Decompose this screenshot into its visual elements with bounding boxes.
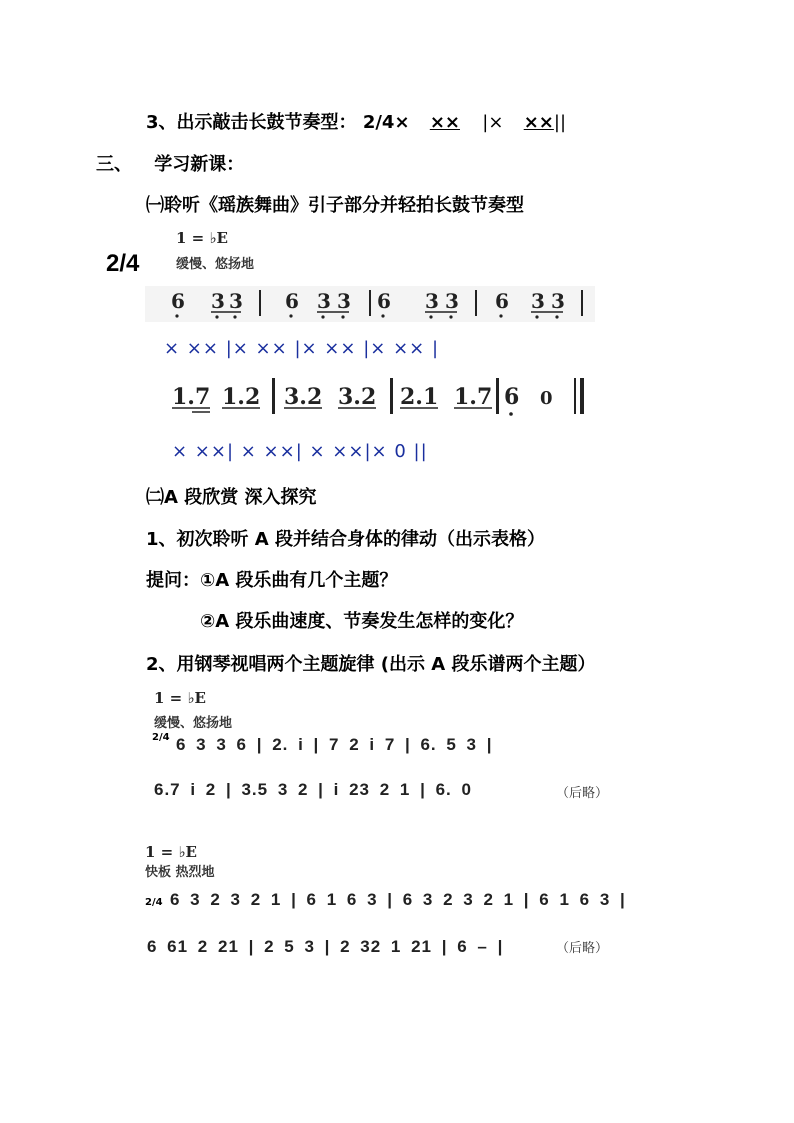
svg-text:3.2: 3.2 (284, 384, 323, 410)
theme2-tempo: 快板 热烈地 (145, 865, 215, 880)
svg-text:0: 0 (540, 388, 553, 409)
sub2-heading: ㈡A 段欣赏 深入探究 (146, 487, 317, 508)
theme2-row1: 6 3 2 3 2 1 | 6 1 6 3 | 6 3 2 3 2 1 | 6 1 6 3 | (170, 890, 626, 909)
theme1-row1: 6 3 3 6 | 2. i | 7 2 i 7 | 6. 5 3 | (176, 735, 493, 754)
theme1-meter-text: 2/4 (152, 732, 170, 743)
svg-text:1.7: 1.7 (172, 384, 211, 410)
svg-text:6: 6 (171, 289, 185, 313)
step3-pattern-a: × (394, 112, 410, 133)
intro-row2-staff (170, 374, 590, 422)
step3-line (146, 108, 566, 134)
svg-text:3: 3 (211, 289, 225, 313)
intro-rhythm1: × ×× |× ×× |× ×× |× ×× | (164, 338, 440, 359)
step2-text: 2、用钢琴视唱两个主题旋律 (出示 A 段乐谱两个主题） (146, 654, 596, 675)
sub1-heading: ㈠聆听《瑶族舞曲》引子部分并轻拍长鼓节奏型 (146, 195, 524, 216)
intro-row1-staff (145, 286, 595, 322)
question-prefix: 提问： (146, 570, 200, 591)
step3-pattern-d: ×× (523, 112, 554, 133)
svg-text:6: 6 (285, 289, 299, 313)
svg-text:6: 6 (495, 289, 509, 313)
theme2-key: 1 = ♭E (145, 843, 197, 861)
step3-pattern-b: ×× (429, 112, 460, 133)
svg-text:1.2: 1.2 (222, 384, 261, 410)
section3-title: 学习新课： (154, 154, 245, 175)
section3-number: 三、 (96, 154, 132, 175)
step1-text: 1、初次聆听 A 段并结合身体的律动（出示表格） (146, 529, 545, 550)
svg-text:3: 3 (337, 289, 351, 313)
theme2-meter (145, 890, 163, 909)
svg-text:3.2: 3.2 (338, 384, 377, 410)
intro-meter: 2/4 (106, 250, 140, 277)
svg-text:3: 3 (425, 289, 439, 313)
question-2: ②A 段乐曲速度、节奏发生怎样的变化？ (200, 611, 524, 632)
svg-text:1.7: 1.7 (454, 384, 493, 410)
step3-pattern-c: |× (482, 112, 504, 133)
intro-tempo: 缓慢、悠扬地 (176, 257, 255, 272)
step3-meter: 2/4 (362, 112, 395, 133)
theme1-key: 1 = ♭E (154, 689, 206, 707)
svg-text:6: 6 (504, 384, 520, 410)
theme1-omit: （后略） (556, 786, 609, 801)
step3-end: || (553, 112, 567, 133)
intro-rhythm2: × ××| × ××| × ××|× 0 || (172, 441, 428, 462)
svg-text:3: 3 (551, 289, 565, 313)
svg-text:3: 3 (531, 289, 545, 313)
intro-row1-notation (145, 286, 595, 322)
question-1: ①A 段乐曲有几个主题？ (200, 570, 398, 591)
theme2-omit: （后略） (556, 941, 609, 956)
intro-key: 1 = ♭E (176, 229, 228, 247)
intro-row2-notation (170, 374, 590, 422)
svg-text:3: 3 (445, 289, 459, 313)
theme2-meter-text: 2/4 (145, 897, 163, 908)
step3-label: 3、出示敲击长鼓节奏型： (146, 112, 357, 133)
theme1-row2: 6.7 i 2 | 3.5 3 2 | i 23 2 1 | 6. 0 (154, 780, 472, 799)
section3-heading (96, 150, 244, 176)
theme2-row2: 6 61 2 21 | 2 5 3 | 2 32 1 21 | 6 – | (147, 937, 504, 956)
theme1-tempo: 缓慢、悠扬地 (154, 716, 233, 731)
theme1-meter (152, 733, 170, 743)
svg-text:3: 3 (229, 289, 243, 313)
question-line1 (146, 566, 397, 592)
svg-text:2.1: 2.1 (400, 384, 439, 410)
svg-text:6: 6 (377, 289, 391, 313)
svg-text:3: 3 (317, 289, 331, 313)
